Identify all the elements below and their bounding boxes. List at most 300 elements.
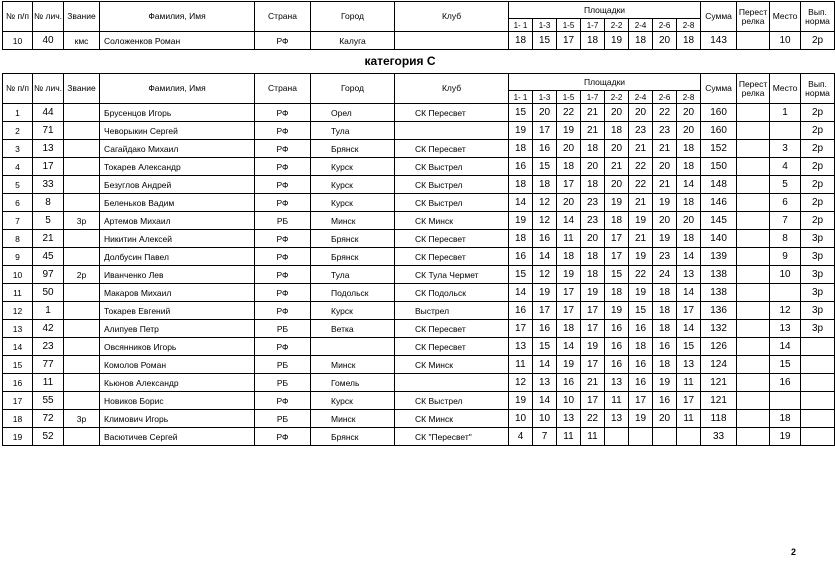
cell-score: 14 <box>557 338 581 356</box>
table-row <box>3 428 835 446</box>
cell-score <box>605 428 629 446</box>
header-areas: Площадки <box>509 2 701 19</box>
cell-name: Сагайдако Михаил <box>100 140 255 158</box>
cell-score: 17 <box>581 356 605 374</box>
cell-score: 19 <box>557 266 581 284</box>
cell-club: СК Тула Чермет <box>395 266 509 284</box>
cell-sum: 118 <box>701 410 737 428</box>
cell-name: Комолов Роман <box>100 356 255 374</box>
cell-score: 20 <box>677 212 701 230</box>
cell-norm: 2р <box>801 32 835 50</box>
header-name: Фамилия, Имя <box>100 2 255 32</box>
cell-score: 19 <box>653 230 677 248</box>
cell-score: 20 <box>677 104 701 122</box>
cell-score: 21 <box>653 176 677 194</box>
cell-country: РФ <box>255 230 311 248</box>
cell-club <box>395 122 509 140</box>
cell-score: 17 <box>677 302 701 320</box>
header-rank: Звание <box>64 74 100 104</box>
cell-score: 18 <box>581 248 605 266</box>
cell-country: РФ <box>255 104 311 122</box>
cell-score: 4 <box>509 428 533 446</box>
cell-score: 14 <box>533 392 557 410</box>
table-row <box>3 230 835 248</box>
cell-score: 12 <box>533 194 557 212</box>
cell-city <box>311 338 395 356</box>
cell-reshoot <box>737 194 770 212</box>
cell-score: 14 <box>509 194 533 212</box>
cell-score: 18 <box>509 140 533 158</box>
table-row <box>3 248 835 266</box>
cell-score: 15 <box>629 302 653 320</box>
header-rank: Звание <box>64 2 100 32</box>
cell-norm: 2р <box>801 194 835 212</box>
cell-score: 14 <box>533 356 557 374</box>
header-country: Страна <box>255 2 311 32</box>
cell-name: Соложенков Роман <box>100 32 255 50</box>
cell-score: 19 <box>605 194 629 212</box>
cell-score: 15 <box>509 266 533 284</box>
header-area-4: 1-7 <box>581 19 605 32</box>
cell-norm: 3р <box>801 248 835 266</box>
cell-city: Брянск <box>311 428 395 446</box>
cell-score: 16 <box>509 248 533 266</box>
header-area-2: 1-3 <box>533 19 557 32</box>
cell-score: 17 <box>557 176 581 194</box>
category-c-results-table <box>2 73 835 446</box>
cell-score: 21 <box>605 158 629 176</box>
table-row <box>3 374 835 392</box>
header-area-7: 2-6 <box>653 19 677 32</box>
cell-club: СК Выстрел <box>395 392 509 410</box>
cell-reshoot <box>737 266 770 284</box>
cell-rank <box>64 122 100 140</box>
cell-city: Тула <box>311 266 395 284</box>
cell-club: СК "Пересвет" <box>395 428 509 446</box>
cell-name: Чеворыкин Сергей <box>100 122 255 140</box>
table-row <box>3 392 835 410</box>
cell-place: 1 <box>770 104 801 122</box>
cell-score: 18 <box>677 230 701 248</box>
cell-score: 19 <box>509 122 533 140</box>
cell-city: Курск <box>311 176 395 194</box>
header-area-3: 1-5 <box>557 19 581 32</box>
cell-city: Минск <box>311 356 395 374</box>
cell-num: 9 <box>3 248 33 266</box>
cell-reshoot <box>737 158 770 176</box>
cell-num: 18 <box>3 410 33 428</box>
cell-norm <box>801 338 835 356</box>
cell-score: 13 <box>677 266 701 284</box>
cell-place: 12 <box>770 302 801 320</box>
cell-club: СК Пересвет <box>395 140 509 158</box>
cell-sum: 160 <box>701 122 737 140</box>
cell-name: Никитин Алексей <box>100 230 255 248</box>
cell-score: 15 <box>533 158 557 176</box>
cell-rank <box>64 248 100 266</box>
header-area-4: 1-7 <box>581 91 605 104</box>
cell-sum: 140 <box>701 230 737 248</box>
table-row <box>3 302 835 320</box>
cell-score: 18 <box>677 32 701 50</box>
cell-sum: 138 <box>701 266 737 284</box>
cell-norm: 2р <box>801 212 835 230</box>
header-area-1: 1- 1 <box>509 19 533 32</box>
header-area-5: 2-2 <box>605 19 629 32</box>
cell-sum: 139 <box>701 248 737 266</box>
cell-country: РБ <box>255 356 311 374</box>
cell-score: 20 <box>653 410 677 428</box>
cell-reshoot <box>737 410 770 428</box>
cell-score <box>653 428 677 446</box>
cell-score: 17 <box>533 122 557 140</box>
cell-rank <box>64 356 100 374</box>
table-row <box>3 212 835 230</box>
cell-lic: 21 <box>33 230 64 248</box>
cell-num: 13 <box>3 320 33 338</box>
cell-place: 18 <box>770 410 801 428</box>
cell-club: СК Выстрел <box>395 158 509 176</box>
cell-score: 18 <box>677 194 701 212</box>
cell-score: 11 <box>509 356 533 374</box>
cell-score: 22 <box>653 104 677 122</box>
cell-city: Гомель <box>311 374 395 392</box>
cell-score: 23 <box>581 194 605 212</box>
cell-score: 18 <box>557 320 581 338</box>
cell-score: 19 <box>653 194 677 212</box>
cell-score: 22 <box>629 176 653 194</box>
cell-place: 4 <box>770 158 801 176</box>
cell-score: 10 <box>557 392 581 410</box>
header-club: Клуб <box>395 2 509 32</box>
cell-score: 19 <box>629 248 653 266</box>
cell-place: 19 <box>770 428 801 446</box>
cell-lic: 45 <box>33 248 64 266</box>
cell-score: 19 <box>581 338 605 356</box>
header-lic: № лич. <box>33 2 64 32</box>
cell-name: Брусенцов Игорь <box>100 104 255 122</box>
cell-score: 20 <box>533 104 557 122</box>
cell-rank <box>64 374 100 392</box>
cell-place: 8 <box>770 230 801 248</box>
cell-country: РФ <box>255 194 311 212</box>
cell-norm <box>801 392 835 410</box>
cell-lic: 50 <box>33 284 64 302</box>
cell-place: 10 <box>770 266 801 284</box>
header-place: Место <box>770 2 801 32</box>
cell-score: 15 <box>533 338 557 356</box>
cell-score: 16 <box>533 140 557 158</box>
cell-score: 18 <box>581 32 605 50</box>
cell-rank <box>64 194 100 212</box>
table-row <box>3 338 835 356</box>
cell-score: 19 <box>629 212 653 230</box>
cell-reshoot <box>737 356 770 374</box>
cell-score: 20 <box>581 230 605 248</box>
cell-country: РФ <box>255 158 311 176</box>
cell-num: 11 <box>3 284 33 302</box>
cell-score: 17 <box>509 320 533 338</box>
table-row <box>3 266 835 284</box>
cell-score: 16 <box>653 338 677 356</box>
cell-num: 15 <box>3 356 33 374</box>
cell-reshoot <box>737 140 770 158</box>
cell-reshoot <box>737 212 770 230</box>
cell-reshoot <box>737 284 770 302</box>
header-area-8: 2-8 <box>677 19 701 32</box>
cell-lic: 33 <box>33 176 64 194</box>
cell-country: РФ <box>255 32 311 50</box>
cell-club: СК Пересвет <box>395 320 509 338</box>
cell-country: РФ <box>255 284 311 302</box>
cell-rank <box>64 140 100 158</box>
cell-rank <box>64 338 100 356</box>
cell-country: РФ <box>255 302 311 320</box>
cell-score: 19 <box>581 284 605 302</box>
cell-score: 21 <box>629 140 653 158</box>
cell-score: 20 <box>557 140 581 158</box>
cell-score: 16 <box>605 356 629 374</box>
cell-club: СК Пересвет <box>395 104 509 122</box>
header-area-8: 2-8 <box>677 91 701 104</box>
cell-club: СК Минск <box>395 410 509 428</box>
cell-lic: 11 <box>33 374 64 392</box>
cell-reshoot <box>737 104 770 122</box>
cell-city: Подольск <box>311 284 395 302</box>
cell-reshoot <box>737 428 770 446</box>
cell-lic: 97 <box>33 266 64 284</box>
cell-score: 13 <box>557 410 581 428</box>
cell-norm: 2р <box>801 158 835 176</box>
cell-place: 3 <box>770 140 801 158</box>
cell-name: Новиков Борис <box>100 392 255 410</box>
cell-num: 16 <box>3 374 33 392</box>
cell-place <box>770 284 801 302</box>
cell-sum: 152 <box>701 140 737 158</box>
cell-city: Брянск <box>311 230 395 248</box>
cell-reshoot <box>737 392 770 410</box>
cell-score: 15 <box>677 338 701 356</box>
header-areas: Площадки <box>509 74 701 91</box>
cell-country: РФ <box>255 266 311 284</box>
header-area-1: 1- 1 <box>509 91 533 104</box>
cell-name: Климович Игорь <box>100 410 255 428</box>
cell-score: 21 <box>653 140 677 158</box>
cell-score: 18 <box>605 122 629 140</box>
cell-norm <box>801 356 835 374</box>
header-sum: Сумма <box>701 74 737 104</box>
cell-score: 23 <box>653 122 677 140</box>
header-norm: Вып. норма <box>801 74 835 104</box>
cell-score: 14 <box>677 320 701 338</box>
cell-club <box>395 374 509 392</box>
page-number: 2 <box>790 547 796 557</box>
cell-score: 11 <box>677 410 701 428</box>
cell-score: 20 <box>653 212 677 230</box>
cell-score: 18 <box>557 158 581 176</box>
cell-place: 5 <box>770 176 801 194</box>
header-norm: Вып. норма <box>801 2 835 32</box>
cell-num: 10 <box>3 266 33 284</box>
cell-score: 20 <box>629 104 653 122</box>
cell-score: 20 <box>605 140 629 158</box>
cell-norm: 2р <box>801 122 835 140</box>
cell-score: 19 <box>629 410 653 428</box>
header-lic: № лич. <box>33 74 64 104</box>
cell-sum: 145 <box>701 212 737 230</box>
cell-num: 19 <box>3 428 33 446</box>
header-place: Место <box>770 74 801 104</box>
header-area-6: 2-4 <box>629 19 653 32</box>
cell-num: 7 <box>3 212 33 230</box>
cell-rank <box>64 104 100 122</box>
cell-score: 20 <box>605 104 629 122</box>
header-city: Город <box>311 74 395 104</box>
cell-lic: 1 <box>33 302 64 320</box>
cell-city: Калуга <box>311 32 395 50</box>
cell-city: Брянск <box>311 140 395 158</box>
cell-sum: 124 <box>701 356 737 374</box>
cell-score: 18 <box>653 320 677 338</box>
cell-place: 7 <box>770 212 801 230</box>
cell-score: 10 <box>509 410 533 428</box>
cell-lic: 77 <box>33 356 64 374</box>
cell-score: 19 <box>653 374 677 392</box>
cell-score: 14 <box>533 248 557 266</box>
cell-country: РБ <box>255 410 311 428</box>
cell-num: 1 <box>3 104 33 122</box>
cell-reshoot <box>737 248 770 266</box>
cell-rank: 3р <box>64 212 100 230</box>
cell-score: 18 <box>533 176 557 194</box>
cell-score: 18 <box>629 338 653 356</box>
cell-country: РБ <box>255 320 311 338</box>
cell-norm: 3р <box>801 320 835 338</box>
cell-score: 19 <box>509 392 533 410</box>
cell-sum: 132 <box>701 320 737 338</box>
cell-sum: 150 <box>701 158 737 176</box>
cell-score: 16 <box>533 230 557 248</box>
cell-lic: 42 <box>33 320 64 338</box>
cell-country: РФ <box>255 248 311 266</box>
cell-place: 15 <box>770 356 801 374</box>
cell-sum: 121 <box>701 374 737 392</box>
cell-rank: 3р <box>64 410 100 428</box>
cell-country: РФ <box>255 176 311 194</box>
cell-score: 16 <box>557 374 581 392</box>
cell-score: 18 <box>581 176 605 194</box>
cell-score: 18 <box>677 158 701 176</box>
cell-score: 21 <box>629 230 653 248</box>
cell-score: 17 <box>533 302 557 320</box>
cell-city: Курск <box>311 194 395 212</box>
cell-reshoot <box>737 374 770 392</box>
cell-reshoot <box>737 176 770 194</box>
cell-score: 18 <box>509 230 533 248</box>
header-num: № п/п <box>3 2 33 32</box>
cell-num: 2 <box>3 122 33 140</box>
cell-norm: 3р <box>801 284 835 302</box>
cell-score: 15 <box>509 104 533 122</box>
cell-city: Курск <box>311 392 395 410</box>
cell-score: 18 <box>653 302 677 320</box>
cell-club: СК Пересвет <box>395 230 509 248</box>
cell-score: 18 <box>605 212 629 230</box>
table-row <box>3 158 835 176</box>
header-area-2: 1-3 <box>533 91 557 104</box>
cell-score: 22 <box>557 104 581 122</box>
cell-lic: 8 <box>33 194 64 212</box>
cell-score: 18 <box>581 140 605 158</box>
cell-score: 16 <box>509 158 533 176</box>
cell-lic: 40 <box>33 32 64 50</box>
cell-score: 18 <box>581 266 605 284</box>
cell-lic: 55 <box>33 392 64 410</box>
cell-place: 10 <box>770 32 801 50</box>
header-reshoot: Перест релка <box>737 74 770 104</box>
cell-place: 14 <box>770 338 801 356</box>
header-country: Страна <box>255 74 311 104</box>
cell-score: 14 <box>509 284 533 302</box>
cell-norm: 2р <box>801 176 835 194</box>
header-sum: Сумма <box>701 2 737 32</box>
cell-score: 15 <box>605 266 629 284</box>
cell-place: 13 <box>770 320 801 338</box>
cell-name: Алипуев Петр <box>100 320 255 338</box>
cell-rank <box>64 230 100 248</box>
cell-norm: 3р <box>801 266 835 284</box>
cell-city: Курск <box>311 158 395 176</box>
cell-name: Долбусин Павел <box>100 248 255 266</box>
cell-city: Брянск <box>311 248 395 266</box>
cell-club: СК Минск <box>395 356 509 374</box>
cell-place <box>770 122 801 140</box>
cell-country: РФ <box>255 428 311 446</box>
cell-sum: 126 <box>701 338 737 356</box>
cell-score: 24 <box>653 266 677 284</box>
cell-rank <box>64 158 100 176</box>
cell-score: 13 <box>677 356 701 374</box>
cell-norm <box>801 410 835 428</box>
cell-sum: 138 <box>701 284 737 302</box>
cell-lic: 23 <box>33 338 64 356</box>
cell-score: 17 <box>677 392 701 410</box>
cell-score: 22 <box>629 266 653 284</box>
cell-sum: 146 <box>701 194 737 212</box>
cell-score: 14 <box>677 176 701 194</box>
cell-score: 7 <box>533 428 557 446</box>
cell-score: 20 <box>557 194 581 212</box>
cell-score: 17 <box>581 320 605 338</box>
cell-city: Минск <box>311 410 395 428</box>
cell-country: РФ <box>255 338 311 356</box>
table-row <box>3 104 835 122</box>
cell-name: Токарев Евгений <box>100 302 255 320</box>
cell-rank <box>64 392 100 410</box>
cell-rank: 2р <box>64 266 100 284</box>
cell-score: 17 <box>581 302 605 320</box>
cell-score: 20 <box>581 158 605 176</box>
cell-score: 19 <box>533 284 557 302</box>
cell-name: Кьюнов Александр <box>100 374 255 392</box>
cell-score: 17 <box>557 302 581 320</box>
cell-country: РБ <box>255 374 311 392</box>
cell-reshoot <box>737 122 770 140</box>
cell-norm: 3р <box>801 230 835 248</box>
cell-rank <box>64 428 100 446</box>
cell-score: 18 <box>557 248 581 266</box>
cell-score: 20 <box>605 176 629 194</box>
